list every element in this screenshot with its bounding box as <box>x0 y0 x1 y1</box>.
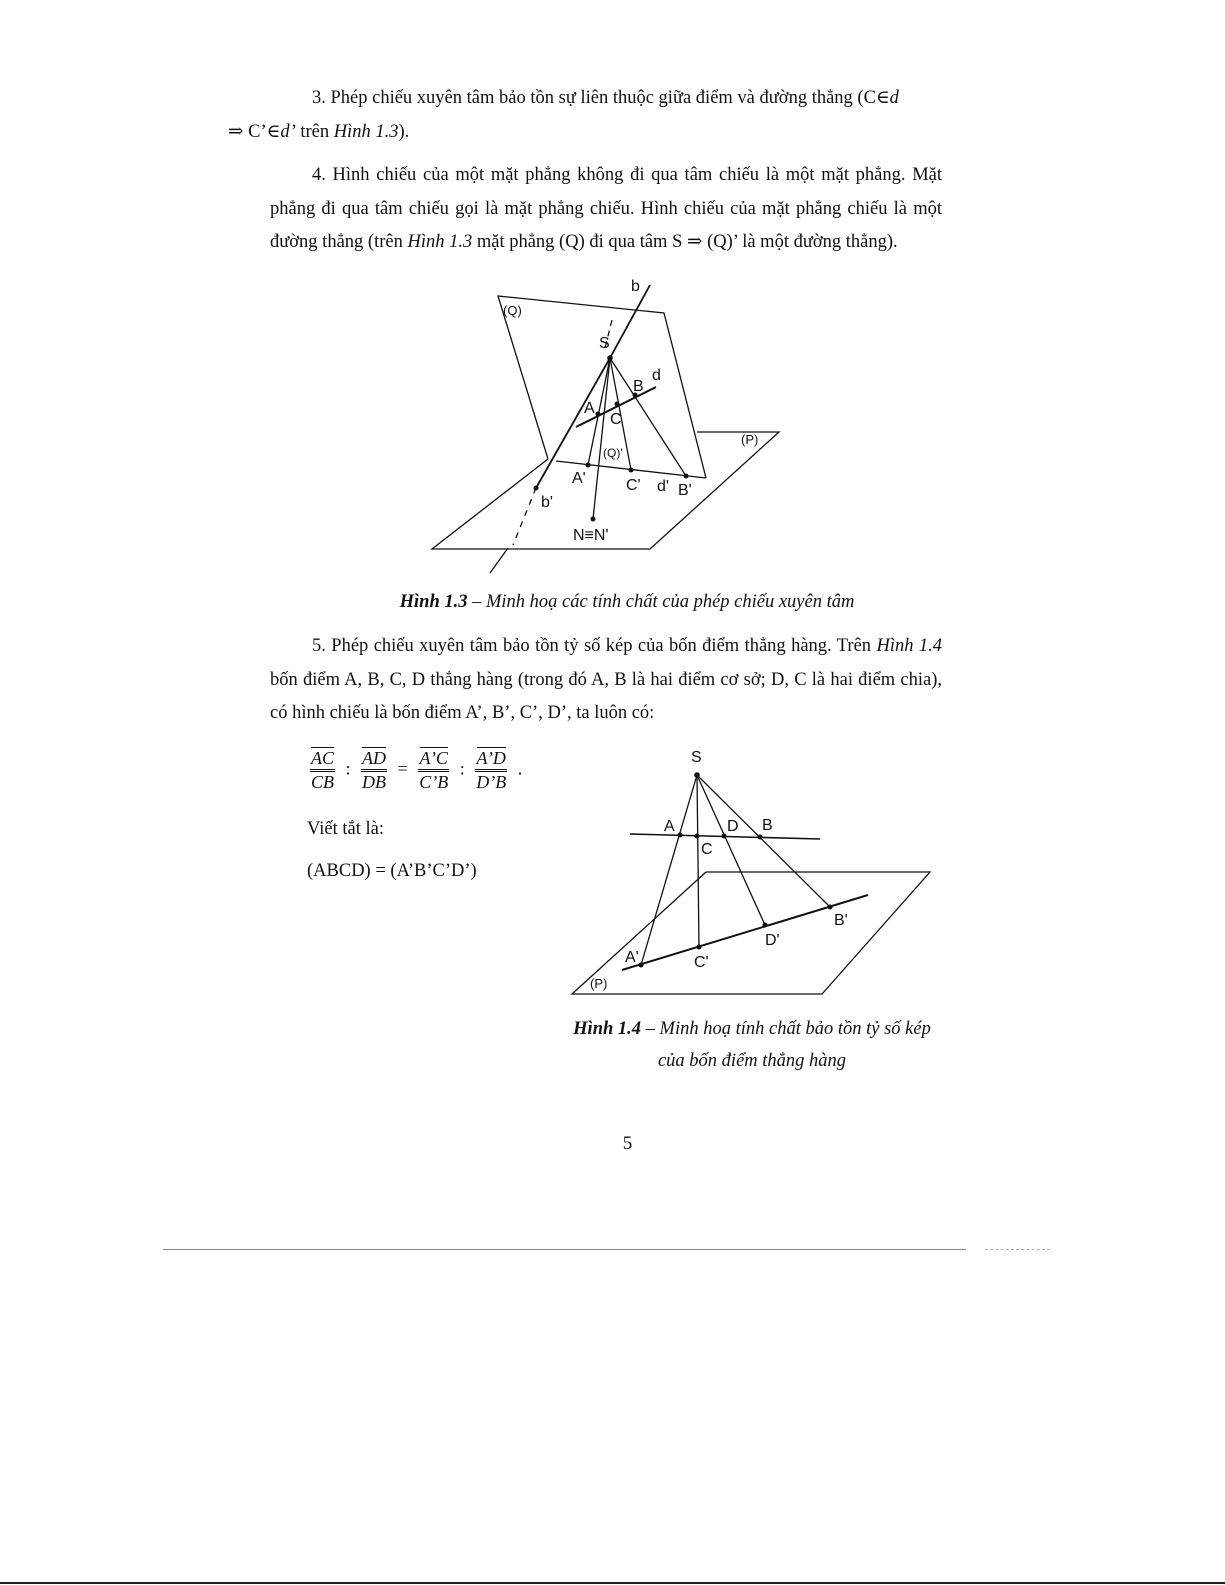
line-b <box>610 285 650 358</box>
p3-text-2: ⇒ C’∈ <box>228 121 281 142</box>
p5-text-2: bốn điểm A, B, C, D thẳng hàng (trong đó A, B là hai điểm cơ sở; D, C là hai điểm chia), có hình chiếu là bốn điểm A’, B’, C’, D’, ta luôn có: <box>270 669 942 723</box>
frac-3-num: A’C <box>419 748 448 768</box>
p3-symbol: ∈ <box>875 88 890 108</box>
label-p: (P) <box>590 976 608 991</box>
ray-sc <box>697 775 699 947</box>
caption-1-4-line2: của bốn điểm thẳng hàng <box>657 1051 847 1071</box>
label-d-prime: d' <box>657 478 669 495</box>
p3-d: d <box>889 88 899 108</box>
plane-q-outline <box>498 296 706 478</box>
caption-figure-1-4 <box>552 1013 952 1077</box>
abbrev-formula: (ABCD) = (A’B’C’D’) <box>307 861 477 881</box>
page-separator <box>163 1249 966 1250</box>
label-d-prime: D' <box>765 932 780 949</box>
paragraph-5 <box>270 630 942 731</box>
label-c-prime: C' <box>626 477 641 494</box>
cross-ratio-formula <box>304 748 522 793</box>
frac-1-num: AC <box>311 748 335 768</box>
label-b-prime-point: B' <box>678 482 692 499</box>
colon-2: : <box>459 758 465 779</box>
period: . <box>517 758 523 779</box>
equals: = <box>397 758 408 779</box>
frac-apc-cpb <box>418 748 449 793</box>
label-b-point: B <box>633 378 644 395</box>
frac-2-den: DB <box>361 769 387 793</box>
label-d: d <box>652 367 661 384</box>
frac-4-den: D’B <box>475 769 507 793</box>
p3-dprime: d’ <box>280 121 296 142</box>
frac-ac-cb <box>310 748 335 793</box>
label-a-prime: A' <box>572 470 586 487</box>
caption-1-4-text: – Minh hoạ tính chất bảo tồn tỷ số kép <box>641 1019 931 1039</box>
caption-1-3-bold: Hình 1.3 <box>399 592 468 612</box>
p3-text-3: trên <box>295 121 334 142</box>
label-p: (P) <box>741 432 759 447</box>
label-c: C <box>701 841 713 858</box>
caption-1-3-text: – Minh hoạ các tính chất của phép chiếu xuyên tâm <box>467 592 855 612</box>
p5-figref: Hình 1.4 <box>876 636 942 656</box>
p4-figref: Hình 1.3 <box>407 232 473 252</box>
frac-ad-db <box>361 748 387 793</box>
p5-text: 5. Phép chiếu xuyên tâm bảo tồn tỷ số kép của bốn điểm thẳng hàng. Trên <box>312 636 877 656</box>
frac-apd-dpb <box>475 748 507 793</box>
label-d: D <box>727 818 739 835</box>
caption-figure-1-3 <box>300 592 954 613</box>
p3-text: 3. Phép chiếu xuyên tâm bảo tồn sự liên thuộc giữa điểm và đường thẳng (C <box>312 88 876 108</box>
label-b: b <box>631 278 640 295</box>
figure-1-3 <box>420 272 790 582</box>
label-s: S <box>599 335 610 352</box>
label-a: A <box>664 818 675 835</box>
label-q: (Q) <box>503 303 522 318</box>
plane-p-outline <box>572 872 930 994</box>
label-n: N≡N' <box>573 527 609 544</box>
page-number: 5 <box>622 1133 633 1154</box>
frac-3-den: C’B <box>418 769 449 793</box>
page-separator-dashed <box>985 1249 1050 1250</box>
frac-1-den: CB <box>310 769 335 793</box>
label-a: A <box>584 400 595 417</box>
p3-figref: Hình 1.3 <box>333 121 399 142</box>
label-s: S <box>691 749 702 766</box>
ray-sa <box>641 775 697 965</box>
label-c: C <box>610 411 622 428</box>
line-b-bottom <box>490 548 508 573</box>
bottom-border <box>0 1582 1225 1584</box>
frac-4-num: A’D <box>476 748 506 768</box>
figure-1-4 <box>565 742 940 998</box>
p3-text-4: ). <box>398 121 410 142</box>
label-b-prime: b' <box>541 494 553 511</box>
label-b: B <box>762 817 773 834</box>
p4-text: 4. Hình chiếu của một mặt phẳng không đi qua tâm chiếu là một mặt phẳng. Mặt phẳng đi qua tâm chiếu gọi là mặt phẳng chiếu. Hình chiếu của mặt phẳng chiếu là một đường thẳng (trên <box>270 165 942 252</box>
label-c-prime: C' <box>694 954 709 971</box>
line-b-below <box>513 488 536 545</box>
label-b-prime: B' <box>834 912 848 929</box>
caption-1-4-bold: Hình 1.4 <box>573 1019 642 1039</box>
label-a-prime: A' <box>625 949 639 966</box>
label-q-prime: (Q)' <box>603 446 623 460</box>
paragraph-4 <box>270 159 942 260</box>
p4-text-2: mặt phẳng (Q) đi qua tâm S ⇒ (Q)’ là một đường thẳng). <box>472 232 898 252</box>
paragraph-3 <box>228 82 942 149</box>
frac-2-num: AD <box>362 748 387 768</box>
ray-sb <box>697 775 830 907</box>
abbrev-label: Viết tắt là: <box>307 819 384 839</box>
colon-1: : <box>345 758 351 779</box>
